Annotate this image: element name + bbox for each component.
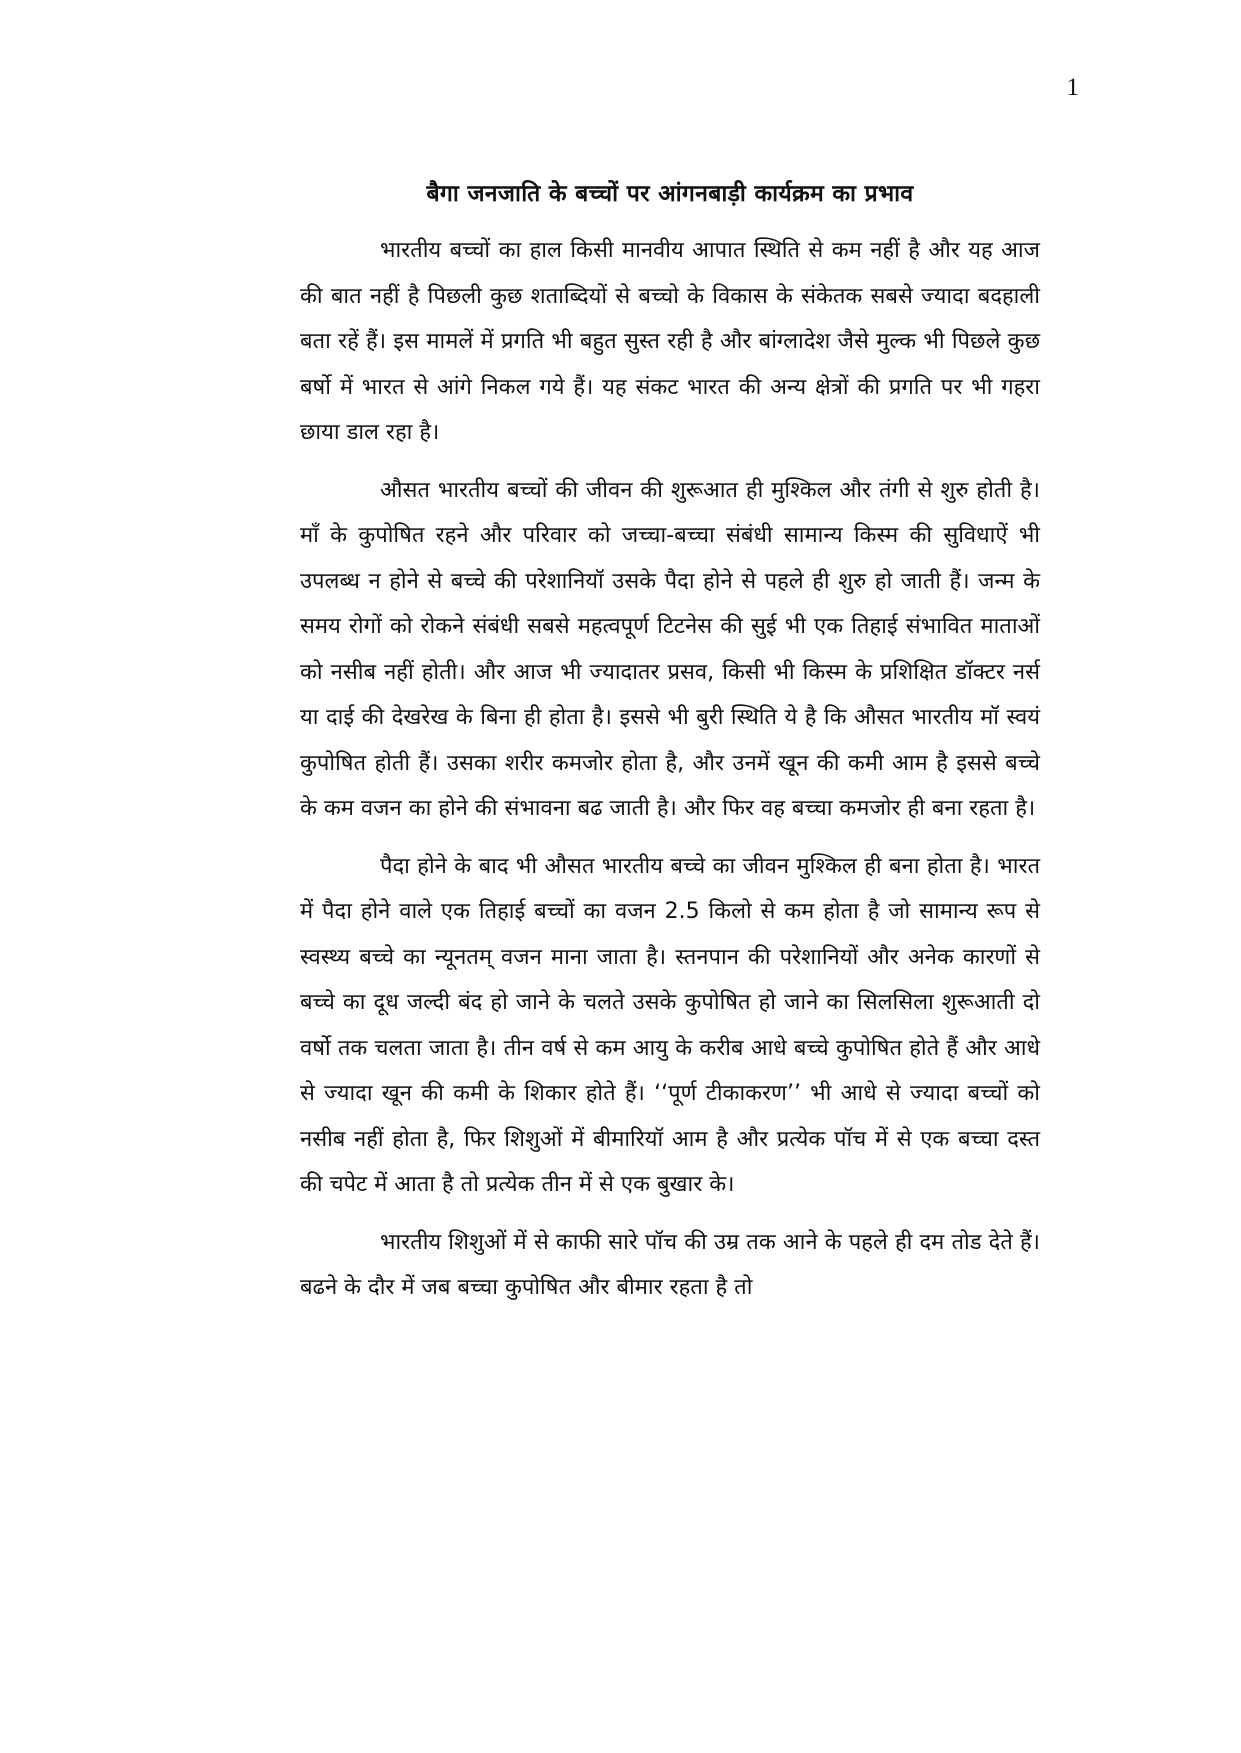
paragraph-3: पैदा होने के बाद भी औसत भारतीय बच्चे का जीवन मुश्किल ही बना होता है। भारत में पैदा होने वाले एक तिहाई बच्चों का वजन 2.5 किलो से कम होता है जो सामान्य रूप से स्वस्थ्य बच्चे का न्यूनतम् वजन माना जाता है। स्तनपान की परेशानियों और अनेक कारणों से बच्चे का दूध जल्दी बंद हो जाने के चलते उसके कुपोषित हो जाने का सिलसिला शुरूआती दो वर्षो तक चलता जाता है। तीन वर्ष से कम आयु के करीब आधे बच्चे कुपोषित होते हैं और आधे से ज्यादा खून की कमी के शिकार होते हैं। ‘‘पूर्ण टीकाकरण’’ भी आधे से ज्यादा बच्चों को नसीब नहीं होता है, फिर शिशुओं में बीमारियॉ आम है और प्रत्येक पॉच में से एक बच्चा दस्त की चपेट में आता है तो प्रत्येक तीन में से एक बुखार के। bbox=[300, 853, 1040, 1197]
document-body bbox=[300, 228, 1040, 1323]
page-title: बैगा जनजाति के बच्चों पर आंगनबाड़ी कार्यक्रम का प्रभाव bbox=[426, 181, 914, 207]
page-number: 1 bbox=[1066, 74, 1079, 101]
paragraph-4: भारतीय शिशुओं में से काफी सारे पॉच की उम्र तक आने के पहले ही दम तोड देते हैं। बढने के दौर में जब बच्चा कुपोषित और बीमार रहता है तो bbox=[300, 1229, 1040, 1300]
paragraph-2: औसत भारतीय बच्चों की जीवन की शुरूआत ही मुश्किल और तंगी से शुरु होती है। माँ के कुपोषित रहने और परिवार को जच्चा-बच्चा संबंधी सामान्य किस्म की सुविधाऐं भी उपलब्ध न होने से बच्चे की परेशानियॉ उसके पैदा होने से पहले ही शुरु हो जाती हैं। जन्म के समय रोगों को रोकने संबंधी सबसे महत्वपूर्ण टिटनेस की सुई भी एक तिहाई संभावित माताओं को नसीब नहीं होती। और आज भी ज्यादातर प्रसव, किसी भी किस्म के प्रशिक्षित डॉक्टर नर्स या दाई की देखरेख के बिना ही होता है। इससे भी बुरी स्थिति ये है कि औसत भारतीय मॉ स्वयं कुपोषित होती हैं। उसका शरीर कमजोर होता है, और उनमें खून की कमी आम है इससे बच्चे के कम वजन का होने की संभावना बढ जाती है। और फिर वह बच्चा कमजोर ही बना रहता है। bbox=[300, 477, 1040, 821]
paragraph-1: भारतीय बच्चों का हाल किसी मानवीय आपात स्थिति से कम नहीं है और यह आज की बात नहीं है पिछली कुछ शताब्दियों से बच्चो के विकास के संकेतक सबसे ज्यादा बदहाली बता रहें हैं। इस मामलें में प्रगति भी बहुत सुस्त रही है और बांग्लादेश जैसे मुल्क भी पिछले कुछ बर्षो में भारत से आंगे निकल गये हैं। यह संकट भारत की अन्य क्षेत्रों की प्रगति पर भी गहरा छाया डाल रहा है। bbox=[300, 238, 1040, 445]
